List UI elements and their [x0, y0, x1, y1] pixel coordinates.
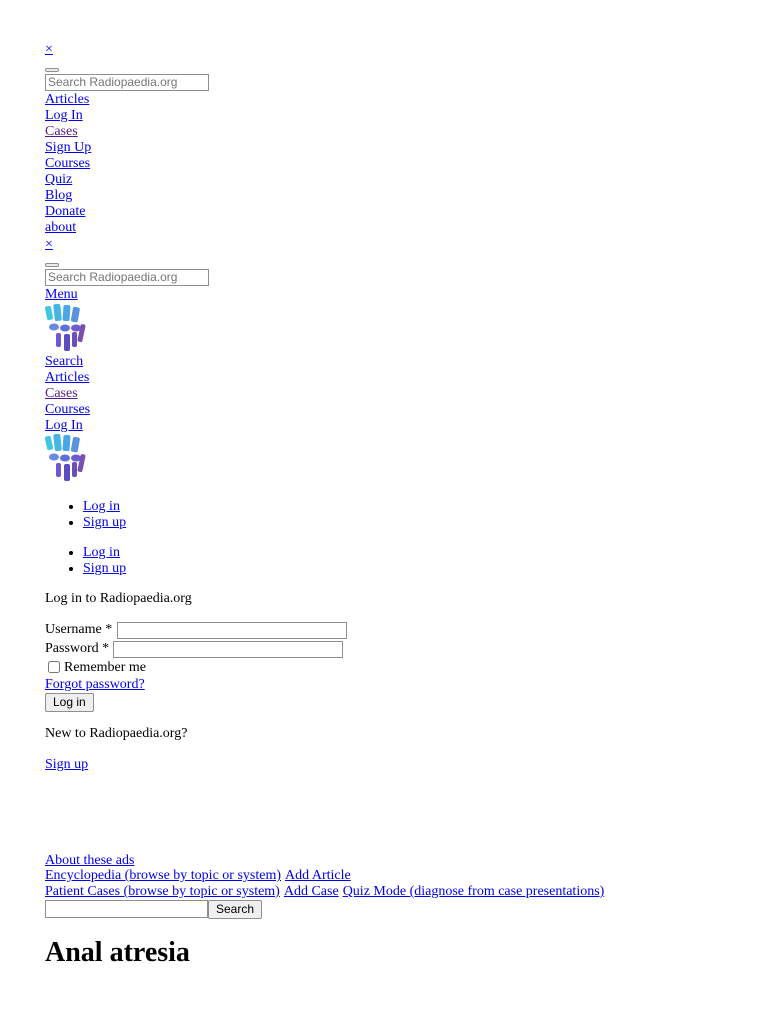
close-menu-link[interactable]: ×: [45, 42, 53, 57]
username-field[interactable]: [117, 622, 347, 639]
patient-cases-link[interactable]: Patient Cases (browse by topic or system): [45, 884, 280, 899]
list-item: [83, 561, 126, 577]
menu-link-cases[interactable]: Cases: [45, 124, 78, 139]
signup-link[interactable]: Sign up: [45, 757, 89, 772]
menu-link-courses[interactable]: Courses: [45, 156, 91, 171]
menu-link-about[interactable]: about: [45, 220, 77, 235]
menu-link-donate[interactable]: Donate: [45, 204, 86, 219]
remember-row: [45, 660, 146, 676]
list-item: [83, 499, 126, 515]
account-signup-link-2[interactable]: Sign up: [83, 561, 127, 576]
ads-row: [45, 853, 134, 869]
nav-link-login[interactable]: Log In: [45, 418, 83, 433]
menu-link-signup[interactable]: Sign Up: [45, 140, 92, 155]
remember-checkbox[interactable]: [48, 661, 60, 673]
account-list-2: [45, 545, 126, 577]
account-login-link[interactable]: Log in: [83, 499, 120, 514]
menu-link-login[interactable]: Log In: [45, 108, 83, 123]
menu-toggle: [45, 287, 78, 303]
username-label: Username *: [45, 622, 113, 637]
forgot-row: [45, 677, 145, 693]
nav-link-courses[interactable]: Courses: [45, 402, 91, 417]
new-user-prompt: New to Radiopaedia.org?: [45, 726, 188, 741]
search-submit-button[interactable]: [45, 68, 59, 72]
site-search-input[interactable]: [45, 900, 208, 918]
search-submit-button-2[interactable]: [45, 263, 59, 267]
menu-link-articles[interactable]: Articles: [45, 92, 90, 107]
nav-link-articles[interactable]: Articles: [45, 370, 90, 385]
add-case-link[interactable]: Add Case: [283, 884, 339, 899]
subnav-row-articles: [45, 868, 355, 884]
radiopaedia-logo-2[interactable]: [45, 434, 87, 482]
login-heading: Log in to Radiopaedia.org: [45, 591, 192, 606]
radiopaedia-logo[interactable]: [45, 304, 87, 352]
list-item: [83, 515, 126, 531]
forgot-password-link[interactable]: Forgot password?: [45, 677, 145, 692]
page-title: Anal atresia: [45, 937, 190, 968]
account-login-link-2[interactable]: Log in: [83, 545, 120, 560]
nav-link-search[interactable]: Search: [45, 354, 84, 369]
about-ads-link[interactable]: About these ads: [45, 853, 135, 868]
close-menu-link-2[interactable]: ×: [45, 237, 53, 252]
account-signup-link[interactable]: Sign up: [83, 515, 127, 530]
password-label: Password *: [45, 641, 110, 656]
login-submit-button[interactable]: Log in: [45, 693, 94, 712]
menu-link-quiz[interactable]: Quiz: [45, 172, 73, 187]
add-article-link[interactable]: Add Article: [285, 868, 351, 883]
password-field[interactable]: [113, 641, 343, 658]
password-row: [45, 641, 109, 659]
menu-link-blog[interactable]: Blog: [45, 188, 73, 203]
nav-link-cases[interactable]: Cases: [45, 386, 78, 401]
signup-row: [45, 757, 88, 773]
encyclopedia-link[interactable]: Encyclopedia (browse by topic or system): [45, 868, 281, 883]
list-item: [83, 545, 126, 561]
quiz-mode-link[interactable]: Quiz Mode (diagnose from case presentations): [342, 884, 605, 899]
subnav-row-cases: [45, 884, 608, 900]
search-input[interactable]: [45, 74, 209, 91]
username-row: [45, 622, 112, 640]
remember-label: Remember me: [64, 660, 147, 675]
menu-link[interactable]: Menu: [45, 287, 78, 302]
top-menu-links: [45, 92, 91, 236]
search-input-2[interactable]: [45, 269, 209, 286]
account-list: [45, 499, 126, 531]
nav-links: [45, 354, 90, 434]
site-search-button[interactable]: Search: [208, 900, 262, 919]
